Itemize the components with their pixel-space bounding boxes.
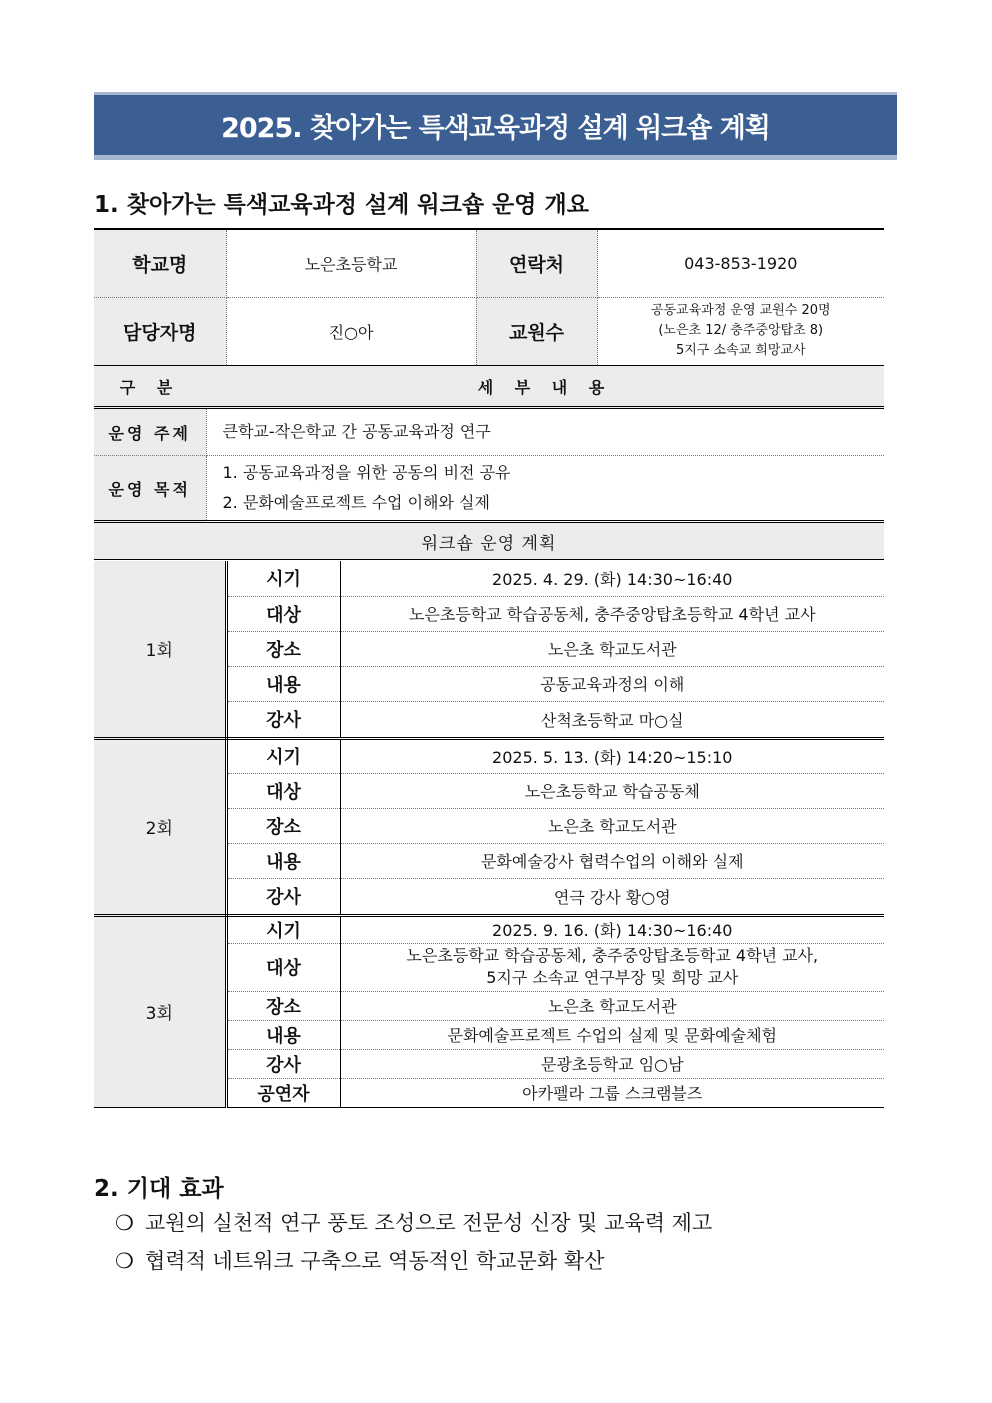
row-value-line: 5지구 소속교 연구부장 및 희망 교사	[486, 968, 739, 987]
row-value	[340, 943, 884, 991]
list-item	[115, 1246, 712, 1284]
row-key: 강사	[226, 701, 340, 738]
row-key: 대상	[226, 943, 340, 991]
info-row-manager	[94, 297, 884, 365]
manager-value: 진○아	[226, 297, 476, 365]
session-round: 2회	[94, 738, 226, 915]
row-key: 시기	[226, 915, 340, 943]
table-row	[94, 738, 884, 773]
row-key: 내용	[226, 1020, 340, 1049]
teachers-value	[597, 297, 884, 365]
row-value: 2025. 9. 16. (화) 14:30~16:40	[340, 915, 884, 943]
effect-text: 협력적 네트워크 구축으로 역동적인 학교문화 확산	[145, 1249, 605, 1273]
school-value: 노은초등학교	[226, 229, 476, 297]
session-round: 1회	[94, 561, 226, 738]
effects-list	[115, 1208, 712, 1284]
row-value: 2025. 4. 29. (화) 14:30~16:40	[340, 561, 884, 596]
theme-label: 운영 주제	[94, 408, 206, 456]
list-item	[115, 1208, 712, 1246]
row-value: 노은초 학교도서관	[340, 991, 884, 1020]
purpose-line: 1. 공동교육과정을 위한 공동의 비전 공유	[222, 463, 511, 482]
teachers-label: 교원수	[476, 297, 597, 365]
bullet-icon: ❍	[115, 1249, 134, 1273]
row-key: 공연자	[226, 1078, 340, 1107]
row-value: 노은초등학교 학습공동체	[340, 773, 884, 808]
row-value: 문광초등학교 임○남	[340, 1049, 884, 1078]
row-key: 시기	[226, 738, 340, 773]
purpose-line: 2. 문화예술프로젝트 수업 이해와 실제	[222, 493, 490, 512]
school-label: 학교명	[94, 229, 226, 297]
manager-label: 담당자명	[94, 297, 226, 365]
theme-value: 큰학교-작은학교 간 공동교육과정 연구	[206, 408, 884, 456]
row-value: 2025. 5. 13. (화) 14:20~15:10	[340, 738, 884, 773]
effect-text: 교원의 실천적 연구 풍토 조성으로 전문성 신장 및 교육력 제고	[145, 1211, 713, 1235]
table-row	[94, 561, 884, 596]
teachers-line: 공동교육과정 운영 교원수 20명	[650, 303, 831, 318]
bullet-icon: ❍	[115, 1211, 134, 1235]
row-value: 산척초등학교 마○실	[340, 701, 884, 738]
row-value: 아카펠라 그룹 스크램블즈	[340, 1078, 884, 1107]
contact-value: 043-853-1920	[597, 229, 884, 297]
row-key: 강사	[226, 1049, 340, 1078]
schedule-table	[94, 561, 884, 1108]
row-value: 문화예술프로젝트 수업의 실제 및 문화예술체험	[340, 1020, 884, 1049]
row-key: 내용	[226, 843, 340, 878]
purpose-row	[94, 456, 884, 522]
row-key: 대상	[226, 596, 340, 631]
purpose-label: 운영 목적	[94, 456, 206, 522]
plan-title-row	[94, 522, 884, 560]
row-key: 장소	[226, 808, 340, 843]
teachers-line: 5지구 소속교 희망교사	[675, 343, 806, 358]
row-key: 대상	[226, 773, 340, 808]
row-key: 장소	[226, 631, 340, 666]
summary-header-row	[94, 366, 884, 408]
teachers-line: (노은초 12/ 충주중앙탑초 8)	[658, 323, 824, 338]
row-key: 내용	[226, 666, 340, 701]
theme-row	[94, 408, 884, 456]
row-value-line: 노은초등학교 학습공동체, 충주중앙탑초등학교 4학년 교사,	[406, 946, 819, 965]
summary-table	[94, 365, 884, 560]
info-row-school	[94, 229, 884, 297]
page-title-banner	[94, 92, 897, 160]
row-value: 노은초등학교 학습공동체, 충주중앙탑초등학교 4학년 교사	[340, 596, 884, 631]
row-value: 노은초 학교도서관	[340, 631, 884, 666]
page-title: 2025. 찾아가는 특색교육과정 설계 워크숍 계획	[221, 112, 770, 144]
row-value: 노은초 학교도서관	[340, 808, 884, 843]
row-value: 공동교육과정의 이해	[340, 666, 884, 701]
purpose-value	[206, 456, 884, 522]
row-key: 강사	[226, 878, 340, 915]
section1-title: 1. 찾아가는 특색교육과정 설계 워크숍 운영 개요	[94, 192, 589, 218]
header-detail: 세 부 내 용	[206, 366, 884, 408]
row-value: 문화예술강사 협력수업의 이해와 실제	[340, 843, 884, 878]
section2-title: 2. 기대 효과	[94, 1176, 224, 1202]
plan-title: 워크숍 운영 계획	[94, 522, 884, 560]
header-category: 구 분	[94, 366, 206, 408]
table-row	[94, 915, 884, 943]
row-value: 연극 강사 황○영	[340, 878, 884, 915]
contact-label: 연락처	[476, 229, 597, 297]
session-round: 3회	[94, 915, 226, 1107]
row-key: 장소	[226, 991, 340, 1020]
row-key: 시기	[226, 561, 340, 596]
info-table	[94, 228, 884, 366]
